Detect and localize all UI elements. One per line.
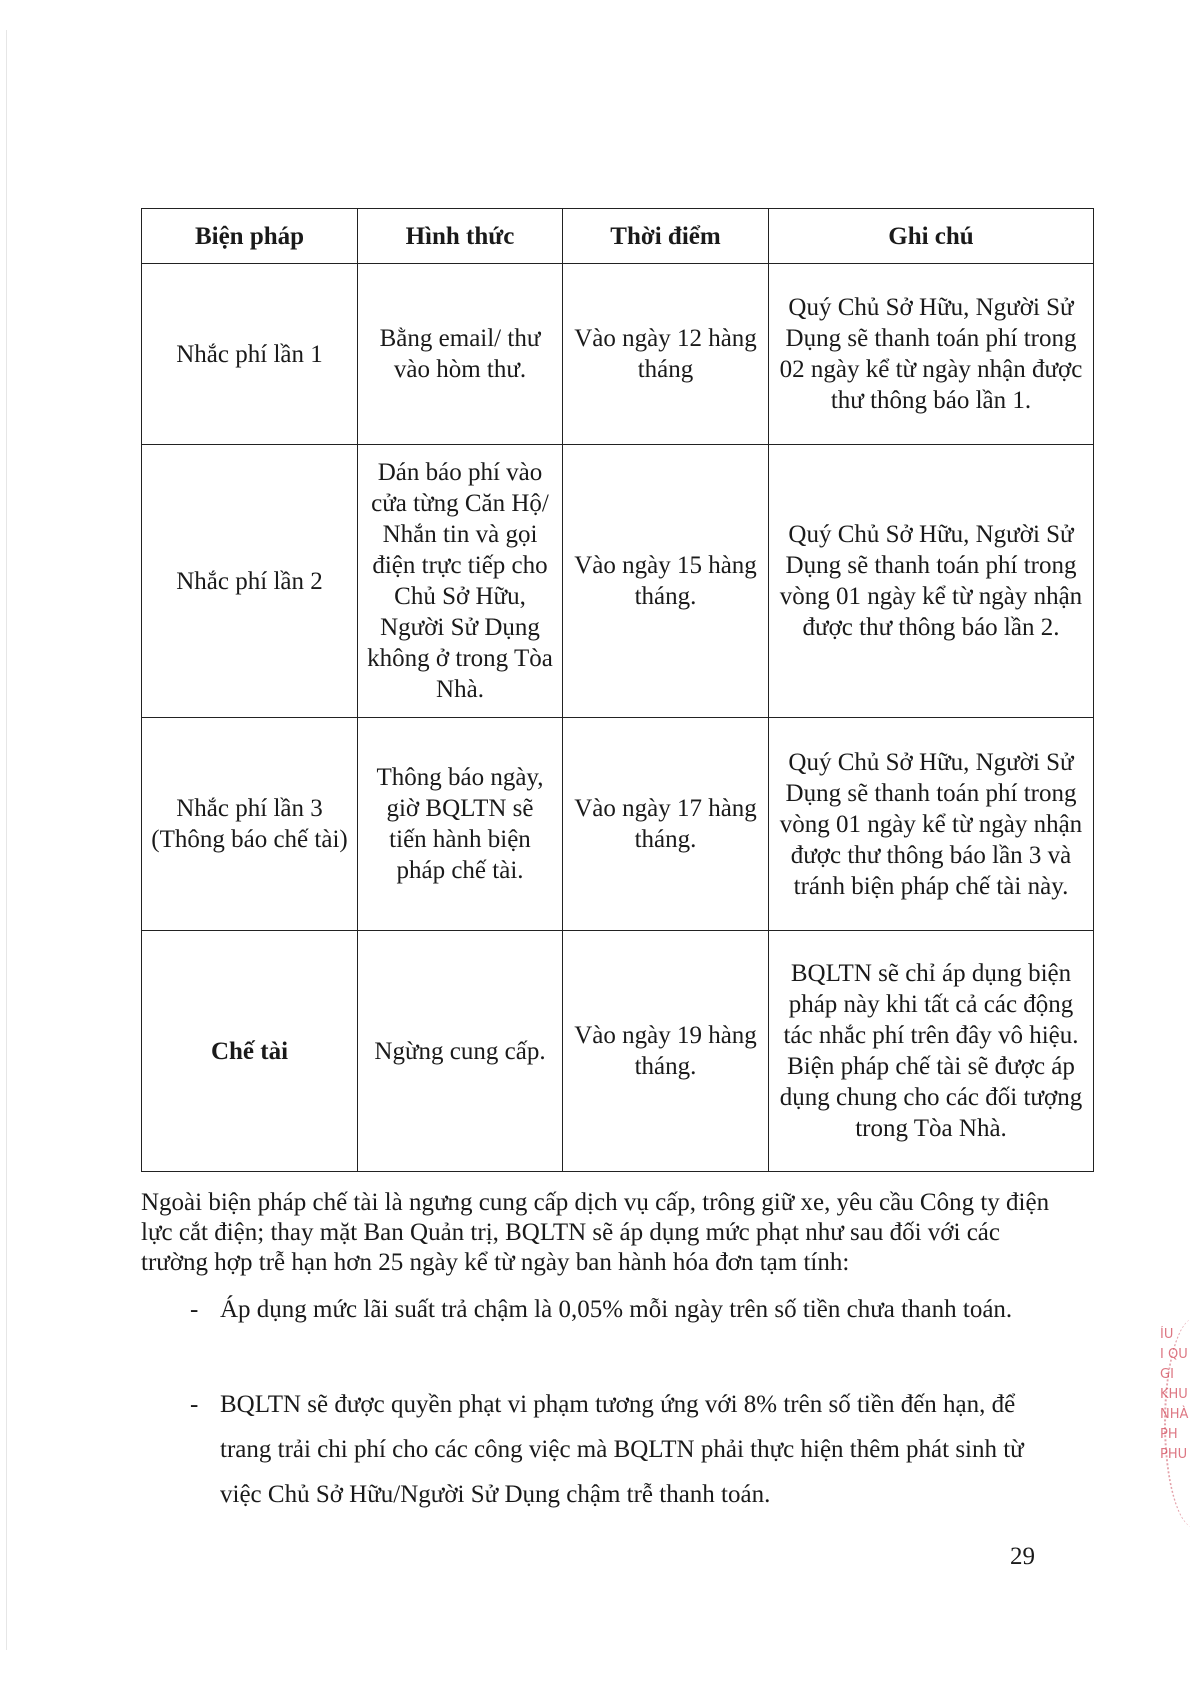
bullet-text: Áp dụng mức lãi suất trả chậm là 0,05% mỗi ngày trên số tiền chưa thanh toán. <box>220 1296 1013 1323</box>
table-row <box>142 931 1094 1172</box>
table-row <box>142 718 1094 931</box>
red-stamp-fragment <box>1160 1325 1190 1465</box>
stamp-line: GI <box>1160 1367 1174 1382</box>
stamp-line: NHÀ <box>1160 1407 1189 1422</box>
page-edge-line <box>6 30 7 1650</box>
header-note: Ghi chú <box>769 209 1094 264</box>
bullet-item <box>190 1382 1060 1517</box>
cell-note: Quý Chủ Sở Hữu, Người Sử Dụng sẽ thanh toán phí trong 02 ngày kể từ ngày nhận được thư thông báo lần 1. <box>769 264 1094 445</box>
cell-form: Dán báo phí vào cửa từng Căn Hộ/ Nhắn tin và gọi điện trực tiếp cho Chủ Sở Hữu, Người Sử Dụng không ở trong Tòa Nhà. <box>358 445 563 718</box>
cell-note: Quý Chủ Sở Hữu, Người Sử Dụng sẽ thanh toán phí trong vòng 01 ngày kể từ ngày nhận được thư thông báo lần 3 và tránh biện pháp chế tài này. <box>769 718 1094 931</box>
cell-measure: Chế tài <box>142 931 358 1172</box>
table-header-row <box>142 209 1094 264</box>
bullet-dash: - <box>190 1296 199 1323</box>
stamp-line: I QU <box>1160 1347 1188 1362</box>
cell-form: Thông báo ngày, giờ BQLTN sẽ tiến hành biện pháp chế tài. <box>358 718 563 931</box>
cell-note: BQLTN sẽ chỉ áp dụng biện pháp này khi tất cả các động tác nhắc phí trên đây vô hiệu. Biện pháp chế tài sẽ được áp dụng chung cho các đối tượng trong Tòa Nhà. <box>769 931 1094 1172</box>
cell-form: Bằng email/ thư vào hòm thư. <box>358 264 563 445</box>
stamp-line: PH <box>1160 1427 1178 1442</box>
page-number: 29 <box>1010 1543 1035 1570</box>
stamp-line: KHU <box>1160 1387 1188 1402</box>
cell-measure: Nhắc phí lần 1 <box>142 264 358 445</box>
table-row <box>142 264 1094 445</box>
fee-reminder-table <box>141 208 1094 1172</box>
table-row <box>142 445 1094 718</box>
header-form: Hình thức <box>358 209 563 264</box>
bullet-dash: - <box>190 1391 199 1418</box>
stamp-line: ÍU <box>1160 1327 1174 1342</box>
header-measure: Biện pháp <box>142 209 358 264</box>
stamp-line: PHU <box>1160 1447 1188 1462</box>
cell-time: Vào ngày 19 hàng tháng. <box>563 931 769 1172</box>
header-time: Thời điểm <box>563 209 769 264</box>
bullet-text: BQLTN sẽ được quyền phạt vi phạm tương ứng với 8% trên số tiền đến hạn, để trang trải chi phí cho các công việc mà BQLTN phải thực hiện thêm phát sinh từ việc Chủ Sở Hữu/Người Sử Dụng chậm trễ thanh toán. <box>220 1391 1024 1508</box>
penalty-paragraph: Ngoài biện pháp chế tài là ngưng cung cấp dịch vụ cấp, trông giữ xe, yêu cầu Công ty điện lực cắt điện; thay mặt Ban Quản trị, BQLTN sẽ áp dụng mức phạt như sau đối với các trường hợp trễ hạn hơn 25 ngày kể từ ngày ban hành hóa đơn tạm tính: <box>141 1189 1050 1276</box>
cell-form: Ngừng cung cấp. <box>358 931 563 1172</box>
cell-measure: Nhắc phí lần 2 <box>142 445 358 718</box>
bullet-item <box>190 1287 1060 1332</box>
cell-time: Vào ngày 12 hàng tháng <box>563 264 769 445</box>
cell-measure: Nhắc phí lần 3 (Thông báo chế tài) <box>142 718 358 931</box>
cell-time: Vào ngày 15 hàng tháng. <box>563 445 769 718</box>
cell-note: Quý Chủ Sở Hữu, Người Sử Dụng sẽ thanh toán phí trong vòng 01 ngày kể từ ngày nhận được thư thông báo lần 2. <box>769 445 1094 718</box>
cell-time: Vào ngày 17 hàng tháng. <box>563 718 769 931</box>
